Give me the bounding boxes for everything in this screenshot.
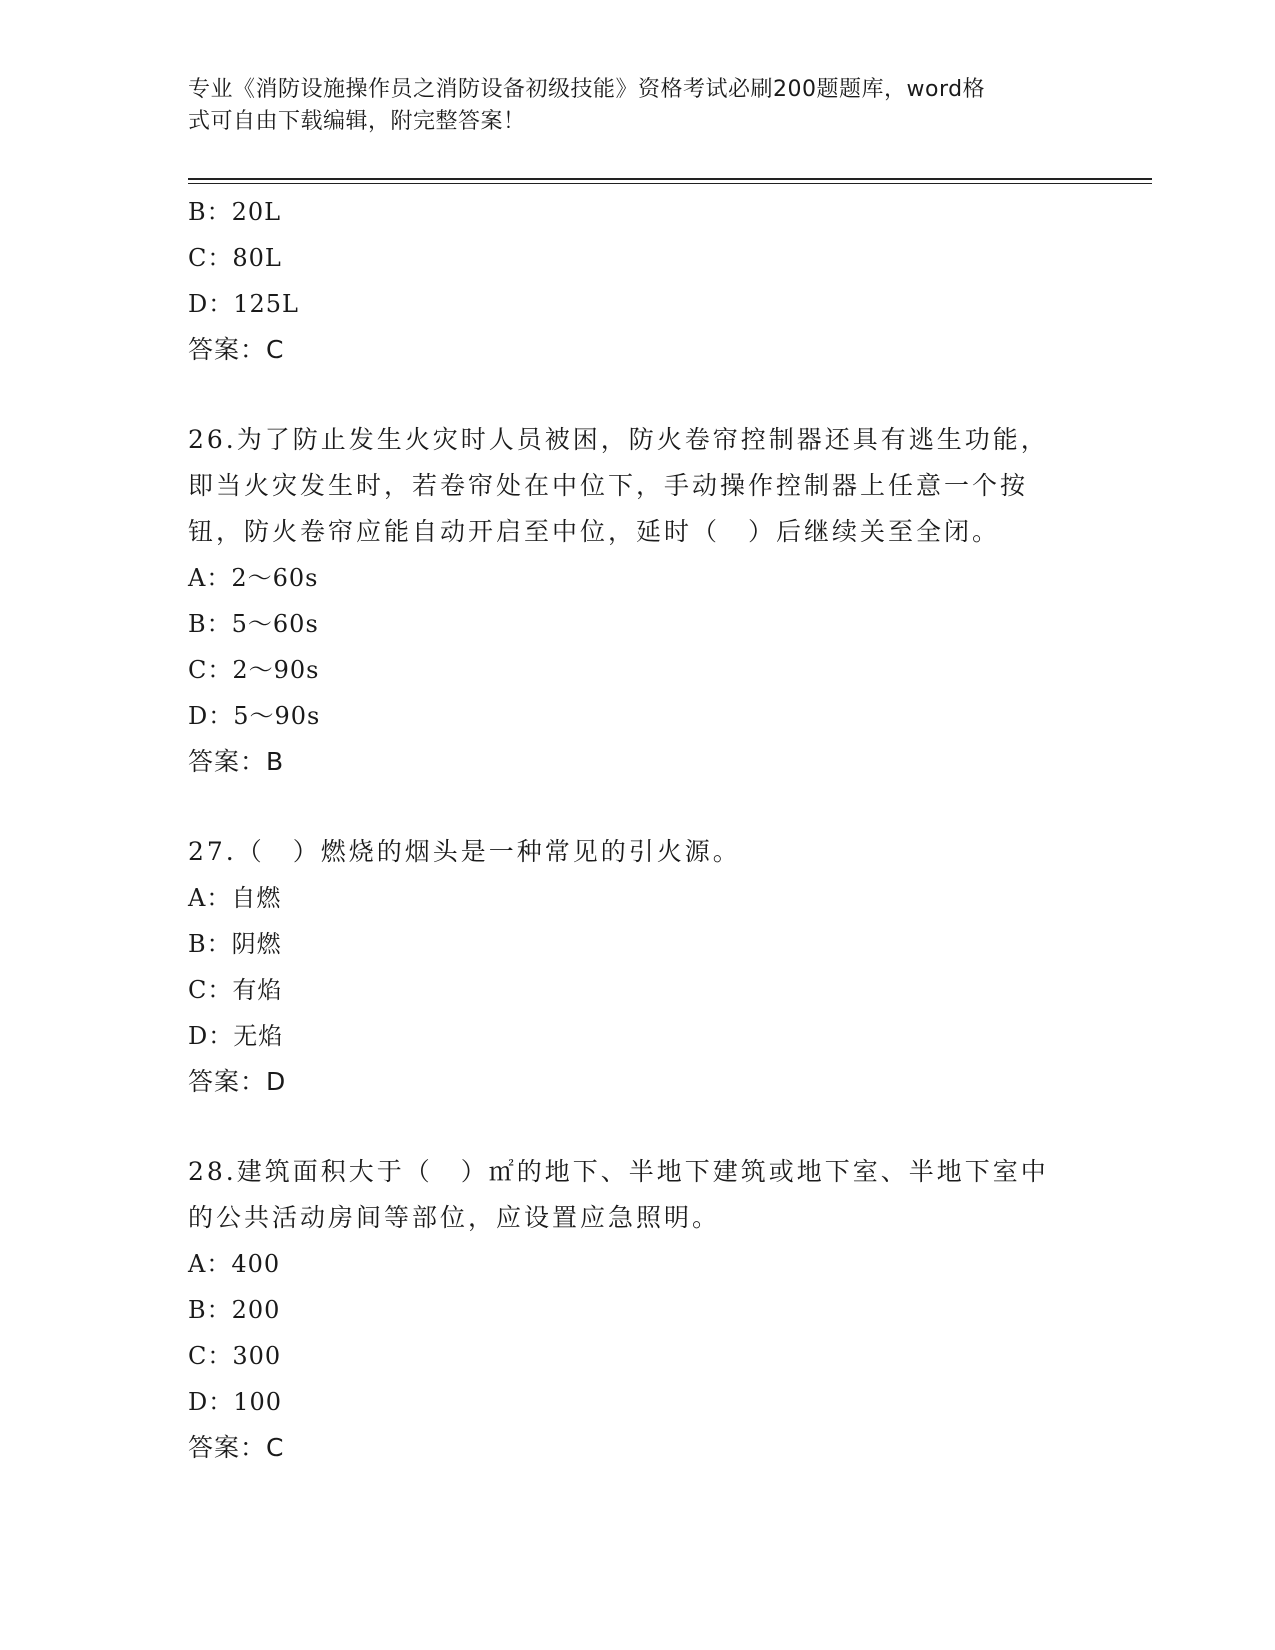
option-c: C：80L [188,244,282,272]
option-b: B：阴燃 [188,930,282,958]
header-line-2: 式可自由下载编辑，附完整答案！ [188,109,526,134]
option-a: A：2～60s [188,564,319,592]
answer-line: 答案：D [188,1067,287,1096]
option-b: B：200 [188,1296,281,1324]
question-25-remainder [188,189,1088,373]
option-a: A：自燃 [188,884,282,912]
question-26 [188,417,1088,785]
option-a: A：400 [188,1250,281,1278]
option-b: B：5～60s [188,610,319,638]
question-stem-line: 钮，防火卷帘应能自动开启至中位，延时（ ）后继续关至全闭。 [188,517,1001,546]
option-d: D：125L [188,290,299,318]
answer-line: 答案：B [188,747,285,776]
document-header [188,74,1088,138]
question-27 [188,829,1088,1105]
question-stem-line: 27.（ ）燃烧的烟头是一种常见的引火源。 [188,837,741,866]
option-d: D：5～90s [188,702,321,730]
question-stem-line: 26.为了防止发生火灾时人员被困，防火卷帘控制器还具有逃生功能， [188,425,1049,454]
option-d: D：无焰 [188,1022,284,1050]
question-list [188,189,1088,1471]
spacer [188,1105,1088,1149]
question-stem-line: 28.建筑面积大于（ ）㎡的地下、半地下建筑或地下室、半地下室中 [188,1157,1049,1186]
spacer [188,373,1088,417]
question-stem-line: 即当火灾发生时，若卷帘处在中位下，手动操作控制器上任意一个按 [188,471,1029,500]
header-divider-thin [188,183,1152,184]
option-c: C：2～90s [188,656,320,684]
header-line-1: 专业《消防设施操作员之消防设备初级技能》资格考试必刷200题题库，word格 [188,77,986,102]
answer-line: 答案：C [188,1433,285,1462]
option-c: C：有焰 [188,976,283,1004]
question-stem-line: 的公共活动房间等部位，应设置应急照明。 [188,1203,721,1232]
question-28 [188,1149,1088,1471]
option-b: B：20L [188,198,282,226]
header-divider-thick [188,178,1152,180]
option-c: C：300 [188,1342,282,1370]
option-d: D：100 [188,1388,283,1416]
spacer [188,785,1088,829]
answer-line: 答案：C [188,335,285,364]
